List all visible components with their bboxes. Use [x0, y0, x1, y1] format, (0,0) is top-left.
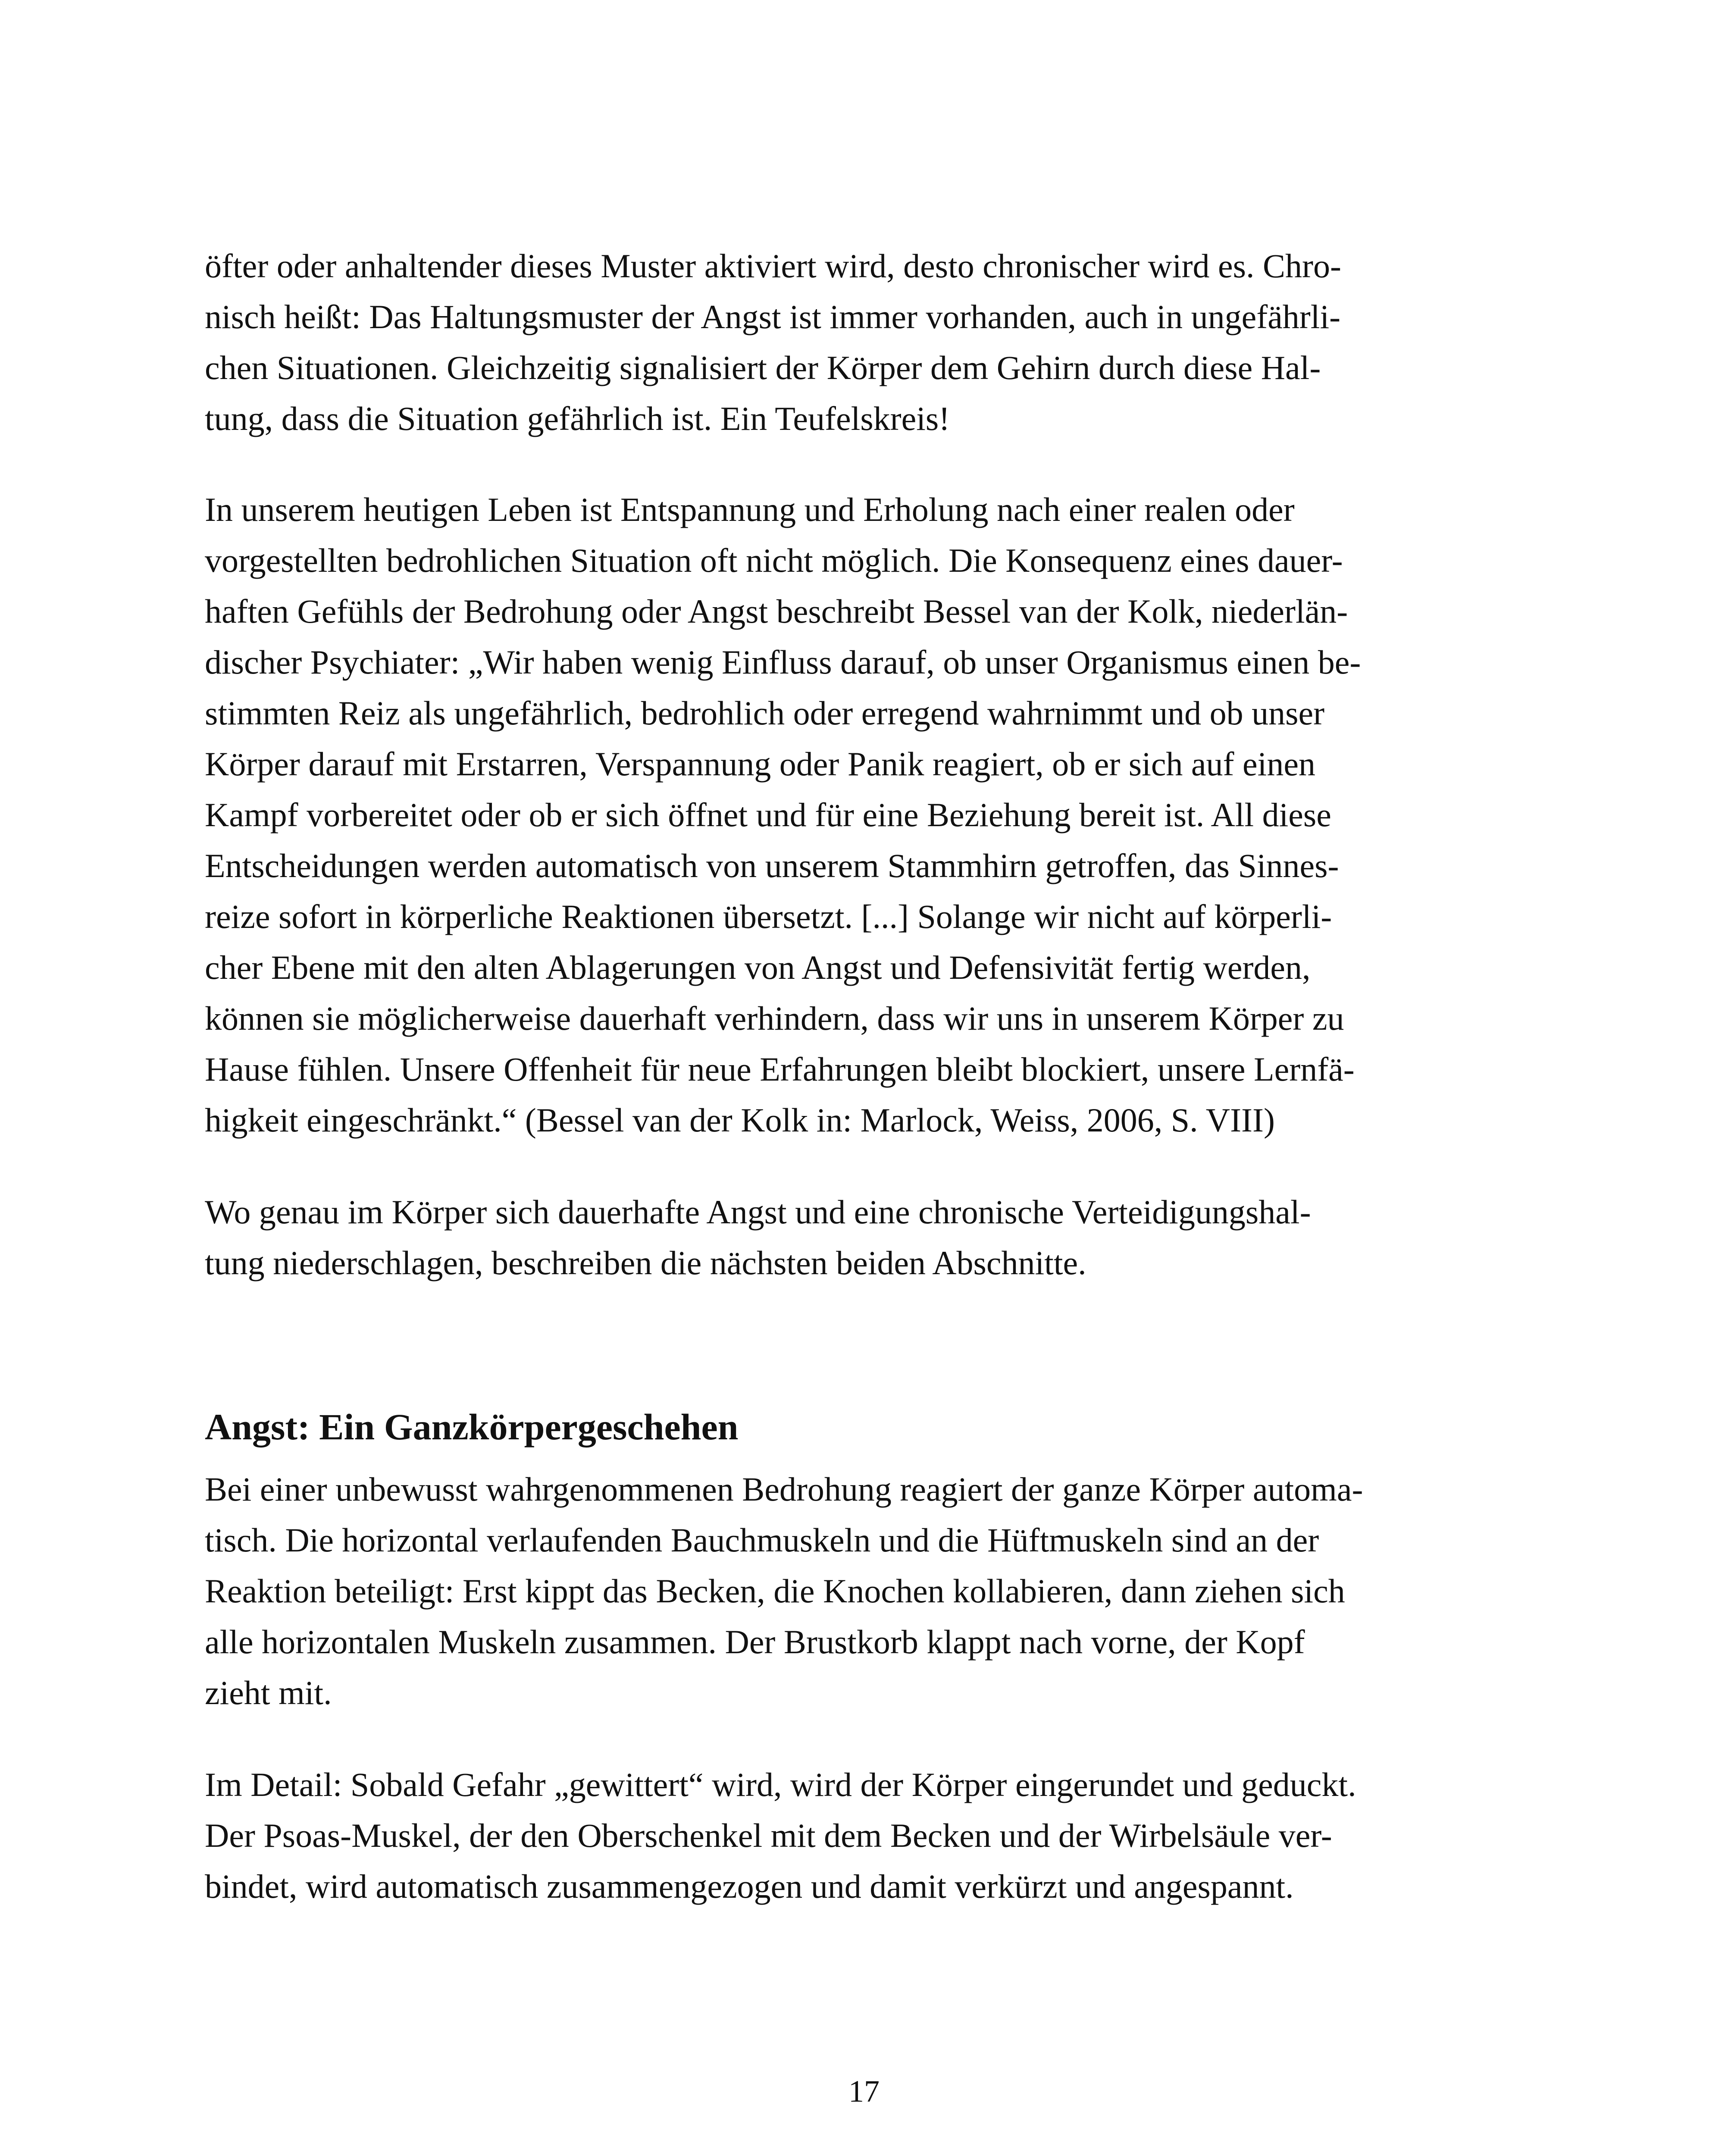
- section-paragraph-1: [205, 1464, 1546, 1718]
- text-line: Entscheidungen werden automatisch von unserem Stammhirn getroffen, das Sinnes-: [205, 847, 1339, 884]
- text-line: Kampf vorbereitet oder ob er sich öffnet und für eine Beziehung bereit ist. All diese: [205, 796, 1331, 834]
- text-line: tisch. Die horizontal verlaufenden Bauchmuskeln und die Hüftmuskeln sind an der: [205, 1521, 1319, 1559]
- text-line: Der Psoas-Muskel, der den Oberschenkel mit dem Becken und der Wirbelsäule ver-: [205, 1817, 1332, 1854]
- section-paragraph-2: [205, 1759, 1546, 1912]
- body-paragraph-3: [205, 1187, 1546, 1288]
- text-line: discher Psychiater: „Wir haben wenig Einfluss darauf, ob unser Organismus einen be-: [205, 643, 1361, 681]
- text-line: cher Ebene mit den alten Ablagerungen von Angst und Defensivität fertig werden,: [205, 949, 1311, 986]
- text-line: Bei einer unbewusst wahrgenommenen Bedrohung reagiert der ganze Körper automa-: [205, 1470, 1363, 1508]
- body-paragraph-1: [205, 241, 1546, 444]
- text-line: tung, dass die Situation gefährlich ist. Ein Teufelskreis!: [205, 400, 950, 437]
- text-line: higkeit eingeschränkt.“ (Bessel van der Kolk in: Marlock, Weiss, 2006, S. VIII): [205, 1101, 1275, 1139]
- text-line: tung niederschlagen, beschreiben die nächsten beiden Abschnitte.: [205, 1244, 1086, 1282]
- page-number: 17: [848, 2074, 880, 2109]
- text-line: haften Gefühls der Bedrohung oder Angst beschreibt Bessel van der Kolk, niederlän-: [205, 592, 1348, 630]
- text-line: öfter oder anhaltender dieses Muster aktiviert wird, desto chronischer wird es. Chro-: [205, 247, 1342, 285]
- text-line: In unserem heutigen Leben ist Entspannung und Erholung nach einer realen oder: [205, 491, 1295, 528]
- body-paragraph-2: [205, 484, 1546, 1146]
- text-line: stimmten Reiz als ungefährlich, bedrohlich oder erregend wahrnimmt und ob unser: [205, 694, 1325, 732]
- text-line: Hause fühlen. Unsere Offenheit für neue Erfahrungen bleibt blockiert, unsere Lernfä-: [205, 1050, 1355, 1088]
- text-line: chen Situationen. Gleichzeitig signalisiert der Körper dem Gehirn durch diese Hal-: [205, 349, 1321, 386]
- text-line: vorgestellten bedrohlichen Situation oft nicht möglich. Die Konsequenz eines dauer-: [205, 542, 1343, 579]
- text-line: Reaktion beteiligt: Erst kippt das Becken, die Knochen kollabieren, dann ziehen sich: [205, 1572, 1345, 1610]
- text-line: reize sofort in körperliche Reaktionen übersetzt. [...] Solange wir nicht auf körperli-: [205, 898, 1332, 935]
- text-line: bindet, wird automatisch zusammengezogen und damit verkürzt und angespannt.: [205, 1868, 1294, 1905]
- text-line: können sie möglicherweise dauerhaft verhindern, dass wir uns in unserem Körper zu: [205, 1000, 1344, 1037]
- text-line: Wo genau im Körper sich dauerhafte Angst und eine chronische Verteidigungshal-: [205, 1193, 1311, 1231]
- text-line: Körper darauf mit Erstarren, Verspannung oder Panik reagiert, ob er sich auf einen: [205, 745, 1315, 783]
- section-heading: Angst: Ein Ganzkörpergeschehen: [205, 1406, 739, 1448]
- text-line: alle horizontalen Muskeln zusammen. Der Brustkorb klappt nach vorne, der Kopf: [205, 1623, 1305, 1661]
- text-line: Im Detail: Sobald Gefahr „gewittert“ wird, wird der Körper eingerundet und geduckt.: [205, 1766, 1356, 1803]
- text-line: zieht mit.: [205, 1674, 332, 1711]
- text-line: nisch heißt: Das Haltungsmuster der Angst ist immer vorhanden, auch in ungefährli-: [205, 298, 1341, 335]
